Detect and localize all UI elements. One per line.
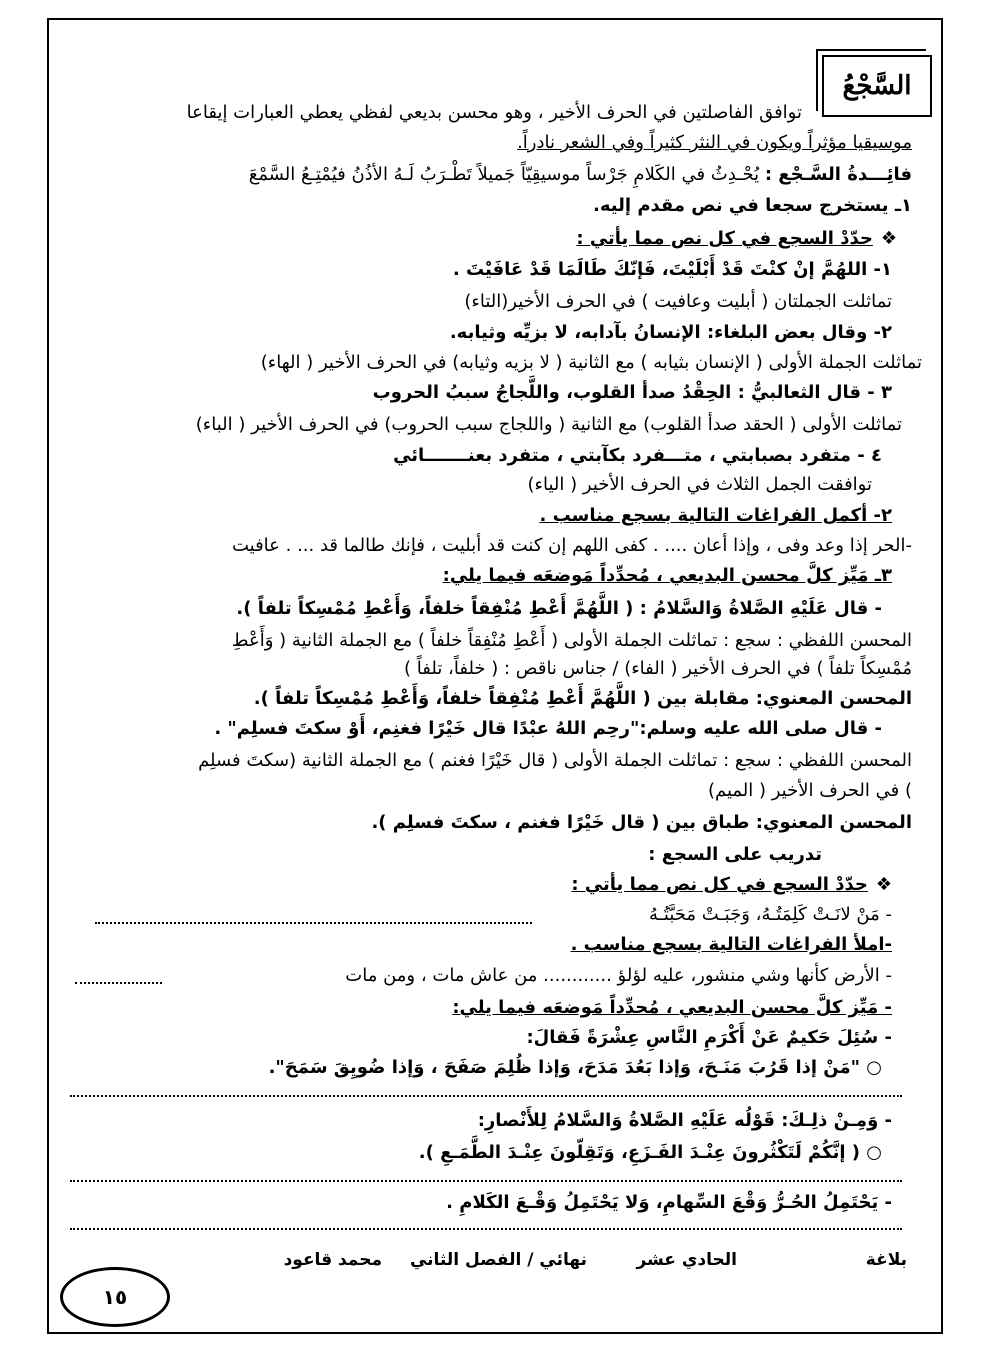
objective-1: ١ـ يستخرج سجعا في نص مقدم إليه. xyxy=(593,195,912,216)
example-2: ٢- وقال بعض البلغاء: الإنسانُ بآدابه، لا بزيِّه وثيابه. xyxy=(449,322,892,343)
diamond-bullet-icon: ❖ xyxy=(875,874,892,895)
q3-item-1: - قال عَلَيْهِ الصَّلاةُ وَالسَّلامُ : ( اللَّهُمَّ أَعْطِ مُنْفِقاً خلفاً، وَأَعْطِ مُمْسِكاً تلفاً ). xyxy=(236,598,882,619)
answer-dots xyxy=(70,1228,902,1230)
q2-line: -الحر إذا وعد وفى ، وإذا أعان .... . كفى اللهم إن كنت قد أبليت ، فإنك طالما قد ... . عافيت xyxy=(231,535,912,556)
training-fill-item: - الأرض كأنها وشي منشور، عليه لؤلؤ ............ من عاش مات ، ومن مات xyxy=(345,965,892,986)
benefit-line xyxy=(70,162,912,188)
answer-dots xyxy=(70,1095,902,1097)
identify-heading: ❖حدّدْ السجع في كل نص مما يأتي : xyxy=(70,226,897,252)
example-1-answer: تماثلت الجملتان ( أبليت وعافيت ) في الحرف الأخير(التاء) xyxy=(464,291,892,312)
q3-manawi-2: المحسن المعنوي: طباق بين ( قال خَيْرًا فغنم ، سكتَ فسلِم ). xyxy=(371,812,912,833)
footer-teacher: محمد قاعود xyxy=(283,1250,382,1270)
example-3: ٣ - قال الثعالبيُّ : الحِقْدُ صدأ القلوب، واللَّجاجُ سببُ الحروب xyxy=(372,382,892,403)
training-q-b-quote: ○ ( إنَّكُمْ لَتَكْثُرونَ عِنْـدَ الفَـزَعِ، وَتَقِلّونَ عِنْـدَ الطَّمَـعِ ). xyxy=(418,1142,882,1163)
diamond-bullet-icon: ❖ xyxy=(880,228,897,249)
footer-grade: الحادي عشر xyxy=(636,1250,737,1270)
benefit-label: فائِـــدةُ السَّـجْع : xyxy=(764,164,912,185)
training-q-a-quote: ○ "مَنْ إذا قَرُبَ مَنَـحَ، وَإذا بَعُدَ مَدَحَ، وَإذا ظُلِمَ صَفَحَ ، وَإذا ضُويِقَ سَمَحَ". xyxy=(268,1057,882,1078)
q3-item-2: - قال صلى الله عليه وسلم:"رحِم اللهُ عبْدًا قال خَيْرًا فغنِم، أَوْ سكتَ فسلِم" . xyxy=(214,718,882,739)
footer-term: نهائي / الفصل الثاني xyxy=(409,1250,587,1270)
training-q-a: - سُئِلَ حَكيمٌ عَنْ أَكْرَمِ النَّاسِ عِشْرَةً فَقالَ: xyxy=(526,1027,892,1048)
training-distinguish: - مَيِّز كلَّ محسن البديعي ، مُحدِّداً مَوضعَه فيما يلي: xyxy=(452,997,892,1018)
benefit-text: يُحْـدِثُ في الكَلامِ جَرْساً موسيقِيّاً جَميلاً تَطْـرَبُ لَـهُ الأذُنُ فيُمْتِـعُ السَّمْعَ xyxy=(248,164,760,185)
training-q-c: - يَحْتَمِلُ الحُـرُّ وَقْعَ السِّهامِ، وَلا يَحْتَمِلُ وَقْـعَ الكَلامِ . xyxy=(446,1192,892,1213)
definition-line-1: توافق الفاصلتين في الحرف الأخير ، وهو محسن بديعي لفظي يعطي العبارات إيقاعا xyxy=(186,102,802,123)
answer-dots xyxy=(70,1180,902,1182)
example-3-answer: تماثلت الأولى ( الحقد صدأ القلوب) مع الثانية ( واللجاج سبب الحروب) في الحرف الأخير ( الباء) xyxy=(195,414,902,435)
answer-dots xyxy=(75,982,162,984)
training-heading: تدريب على السجع : xyxy=(648,844,822,865)
page-number: ١٥ xyxy=(102,1285,128,1309)
title-box xyxy=(822,55,932,117)
example-1: ١- اللهُمَّ إنْ كنْتَ قَدْ أَبْلَيْتَ، فَإنّكَ طَالَمَا قَدْ عَافَيْتَ . xyxy=(452,259,892,280)
training-fill-heading: -املأ الفراغات التالية بسجع مناسب . xyxy=(570,934,892,955)
training-identify: ❖حدّدْ السجع في كل نص مما يأتي : xyxy=(70,872,892,898)
footer-subject: بلاغة xyxy=(865,1250,907,1270)
q3-lafzi-2b: ) في الحرف الأخير ( الميم) xyxy=(707,780,912,801)
example-4-answer: توافقت الجمل الثلاث في الحرف الأخير ( الياء) xyxy=(527,474,872,495)
training-item-1: - مَنْ لانَـتْ كَلِمَتُـهُ، وَجَبَـتْ مَحَبَّتُـهُ xyxy=(648,904,892,925)
example-2-answer: تماثلت الجملة الأولى ( الإنسان بثيابه ) مع الثانية ( لا بزيه وثيابه) في الحرف الأخير ( الهاء) xyxy=(260,352,922,373)
example-4: ٤ - متفرد بصبابتي ، متـــفرد بكآبتي ، متفرد بعنـــــــائي xyxy=(393,445,882,466)
q3-heading: ٣ـ مَيِّز كلَّ محسن البديعي ، مُحدِّداً مَوضعَه فيما يلي: xyxy=(442,565,892,586)
q3-lafzi-1b: مُمْسِكاً تلفاً ) في الحرف الأخير ( الفاء) / جناس ناقص : ( خلفاً، تلفاً ) xyxy=(404,658,912,679)
q2-heading: ٢- أكمل الفراغات التالية بسجع مناسب . xyxy=(539,505,892,526)
q3-lafzi-1a: المحسن اللفظي : سجع : تماثلت الجملة الأولى ( أَعْطِ مُنْفِقاً خلفاً ) مع الجملة الثانية ( وَأَعْطِ xyxy=(231,630,912,651)
definition-line-2: موسيقيا مؤثراً ويكون في النثر كثيراً وفي الشعر نادراً. xyxy=(517,132,912,153)
answer-dots xyxy=(95,922,532,924)
q3-lafzi-2a: المحسن اللفظي : سجع : تماثلت الجملة الأولى ( قال خَيْرًا فغنم ) مع الجملة الثانية (سكتَ فسلِم xyxy=(198,750,912,771)
page-title: السَّجْعُ xyxy=(842,71,912,101)
page-number-oval xyxy=(60,1267,170,1327)
q3-manawi-1: المحسن المعنوي: مقابلة بين ( اللَّهُمَّ أَعْطِ مُنْفِقاً خلفاً، وَأَعْطِ مُمْسِكاً تلفاً ). xyxy=(253,688,912,709)
training-q-b: - وَمِـنْ ذلِـكَ: قَوْلُه عَلَيْهِ الصَّلاةُ وَالسَّلامُ لِلأَنْصارِ: xyxy=(477,1110,892,1131)
